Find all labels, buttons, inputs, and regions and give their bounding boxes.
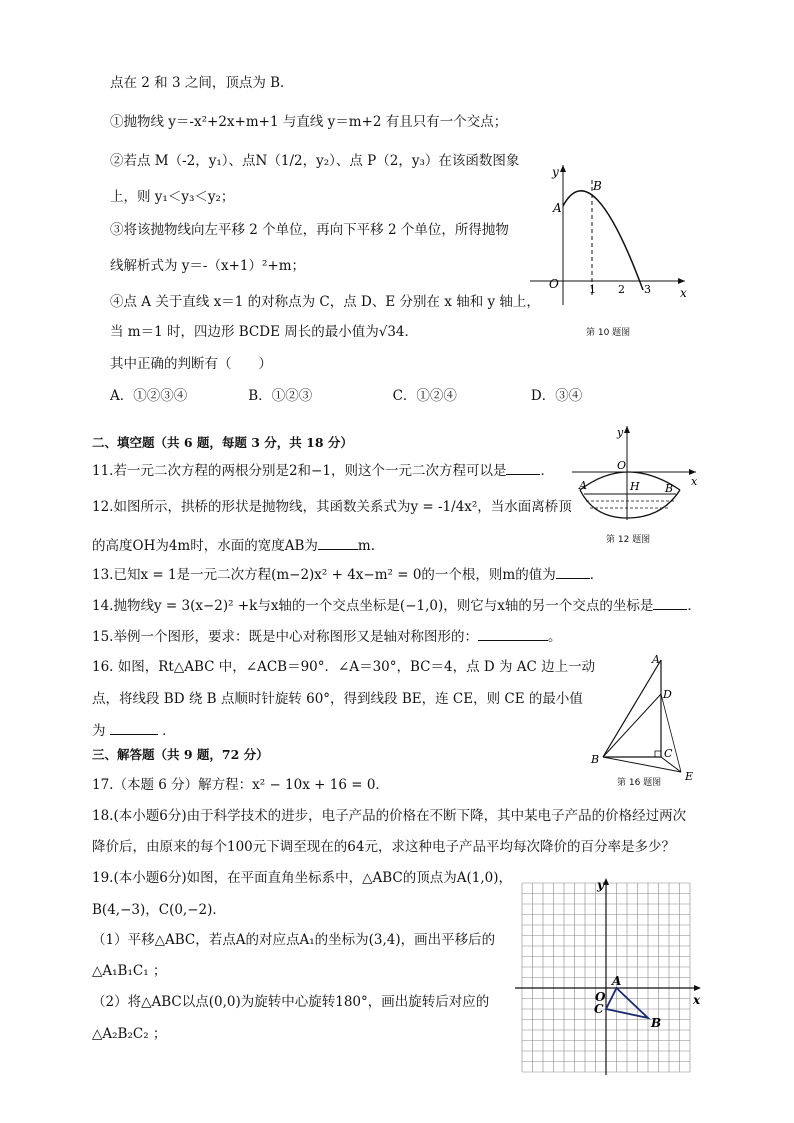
q16-text-a: 16. 如图，Rt△ABC 中，∠ACB＝90°．∠A＝30°，BC＝4，点 D 为 AC 边上一动 — [92, 659, 596, 675]
q10-statement-2a: ②若点 M（-2，y₁）、点N（1/2，y₂）、点 P（2，y₃）在该函数图象 — [110, 153, 520, 169]
fig16-a-label: A — [652, 653, 660, 666]
option-c: C．①②④ — [392, 388, 457, 404]
figure-10-parabola — [525, 160, 695, 310]
figure-16-caption: 第 16 题图 — [617, 778, 662, 788]
q16-text-c: 为 ． — [92, 720, 176, 741]
q10-options — [110, 386, 582, 406]
tick-1: 1 — [589, 283, 596, 296]
x-axis-label: x — [680, 286, 687, 300]
q15-answer-blank — [478, 626, 548, 641]
q10-statement-2b: 上，则 y₁＜y₃＜y₂； — [110, 189, 235, 205]
fig16-e-label: E — [685, 770, 694, 780]
q13-stem: 13.已知x = 1是一元二次方程(m−2)x² + 4x−m² = 0的一个根，则m的值为 — [92, 567, 556, 583]
q18-text-b: 降价后，由原来的每个100元下调至现在的64元，求这种电子产品平均每次降价的百分率是多少？ — [92, 839, 675, 855]
q14-text: 14.抛物线y = 3(x−2)² +k与x轴的一个交点坐标是(−1,0)，则它与x轴的另一个交点的坐标是 ． — [92, 595, 701, 616]
q19-text-b: B(4,−3)，C(0,−2)． — [92, 902, 226, 918]
figure-12-bridge — [572, 422, 702, 522]
q12-unit: m. — [357, 538, 375, 554]
q10-statement-3a: ③将该抛物线向左平移 2 个单位，再向下平移 2 个单位，所得抛物 — [110, 222, 509, 238]
fig16-c-label: C — [664, 747, 673, 760]
fig19-x-label: x — [693, 993, 701, 1007]
fig19-o-label: O — [595, 990, 606, 1004]
q10-statement-1: ①抛物线 y＝-x²+2x+m+1 与直线 y＝m+2 有且只有一个交点； — [110, 114, 508, 130]
q14-answer-blank — [653, 595, 687, 610]
figure-16-triangle — [585, 650, 705, 780]
fig12-y-label: y — [617, 426, 624, 439]
q12-text-b — [92, 535, 375, 556]
q12-text-a: 12.如图所示，拱桥的形状是抛物线，其函数关系式为y = -1/4x²，当水面离桥顶 — [92, 499, 572, 515]
origin-label: O — [549, 277, 559, 291]
q19-text-a: 19.(本小题6分)如图，在平面直角坐标系中，△ABC的顶点为A(1,0)， — [92, 870, 512, 886]
q15-stem: 15.举例一个图形，要求：既是中心对称图形又是轴对称图形的： — [92, 629, 478, 645]
figure-10-caption: 第 10 题图 — [586, 328, 631, 338]
q13-text: 13.已知x = 1是一元二次方程(m−2)x² + 4x−m² = 0的一个根，则m的值为 ． — [92, 564, 603, 585]
figure-12-caption: 第 12 题图 — [606, 535, 651, 545]
q11-answer-blank — [506, 460, 540, 475]
fig12-x-label: x — [691, 475, 698, 488]
q10-statement-4b: 当 m＝1 时，四边形 BCDE 周长的最小值为√34． — [110, 324, 419, 340]
q19-text-f: △A₂B₂C₂ ； — [92, 1026, 167, 1042]
q17-text: 17.（本题 6 分）解方程：x² − 10x + 16 = 0． — [92, 777, 389, 793]
q10-question: 其中正确的判断有（ ） — [110, 356, 272, 372]
point-a-label: A — [553, 201, 562, 215]
point-b-label: B — [593, 179, 602, 193]
q18-text-a: 18.(本小题6分)由于科学技术的进步，电子产品的价格在不断下降，其中某电子产品的价格经过两次 — [92, 808, 687, 824]
figure-19-coordinate-grid — [515, 875, 715, 1080]
q19-text-c: （1）平移△ABC，若点A的对应点A₁的坐标为(3,4)，画出平移后的 — [92, 932, 496, 948]
fig12-o-label: O — [617, 459, 627, 472]
tick-2: 2 — [618, 283, 625, 296]
section-3-heading: 三、解答题（共 9 题，72 分） — [92, 747, 269, 762]
fig16-b-label: B — [591, 753, 600, 766]
fig19-c-label: C — [594, 1002, 604, 1016]
fig12-h-label: H — [630, 480, 640, 493]
q13-answer-blank — [556, 564, 590, 579]
section-2-heading: 二、填空题（共 6 题，每题 3 分，共 18 分） — [92, 435, 353, 450]
q16-text-b: 点，将线段 BD 绕 B 点顺时针旋转 60°，得到线段 BE，连 CE，则 CE 的最小值 — [92, 691, 583, 707]
q14-stem: 14.抛物线y = 3(x−2)² +k与x轴的一个交点坐标是(−1,0)，则它与x轴的另一个交点的坐标是 — [92, 598, 654, 614]
q11-stem: 11.若一元二次方程的两根分别是2和−1，则这个一元二次方程可以是 — [92, 463, 507, 479]
q11-text: 11.若一元二次方程的两根分别是2和−1，则这个一元二次方程可以是 ． — [92, 460, 554, 481]
option-d: D．③④ — [530, 388, 583, 404]
q16-stem: 为 — [92, 723, 106, 739]
option-b: B．①②③ — [248, 388, 313, 404]
q12-stem: 的高度OH为4m时，水面的宽度AB为 — [92, 538, 318, 554]
fig12-b-label: B — [665, 482, 674, 495]
fig12-a-label: A — [579, 479, 587, 492]
fig16-d-label: D — [663, 688, 672, 701]
y-axis-label: y — [552, 165, 559, 179]
q19-text-e: （2）将△ABC以点(0,0)为旋转中心旋转180°，画出旋转后对应的 — [92, 994, 490, 1010]
option-a: A．①②③④ — [110, 388, 188, 404]
fig19-y-label: y — [597, 878, 604, 892]
q10-statement-4a: ④点 A 关于直线 x＝1 的对称点为 C，点 D、E 分别在 x 轴和 y 轴上， — [110, 294, 540, 310]
q15-text: 15.举例一个图形，要求：既是中心对称图形又是轴对称图形的： 。 — [92, 626, 561, 647]
q12-answer-blank — [318, 535, 358, 550]
fig19-a-label: A — [612, 974, 622, 988]
q10-statement-3b: 线解析式为 y＝-（x+1）²+m； — [110, 258, 306, 274]
q10-stem: 点在 2 和 3 之间，顶点为 B． — [110, 75, 294, 91]
fig19-b-label: B — [651, 1016, 662, 1030]
tick-3: 3 — [644, 283, 651, 296]
q19-text-d: △A₁B₁C₁ ； — [92, 963, 167, 979]
q16-answer-blank — [110, 720, 158, 735]
